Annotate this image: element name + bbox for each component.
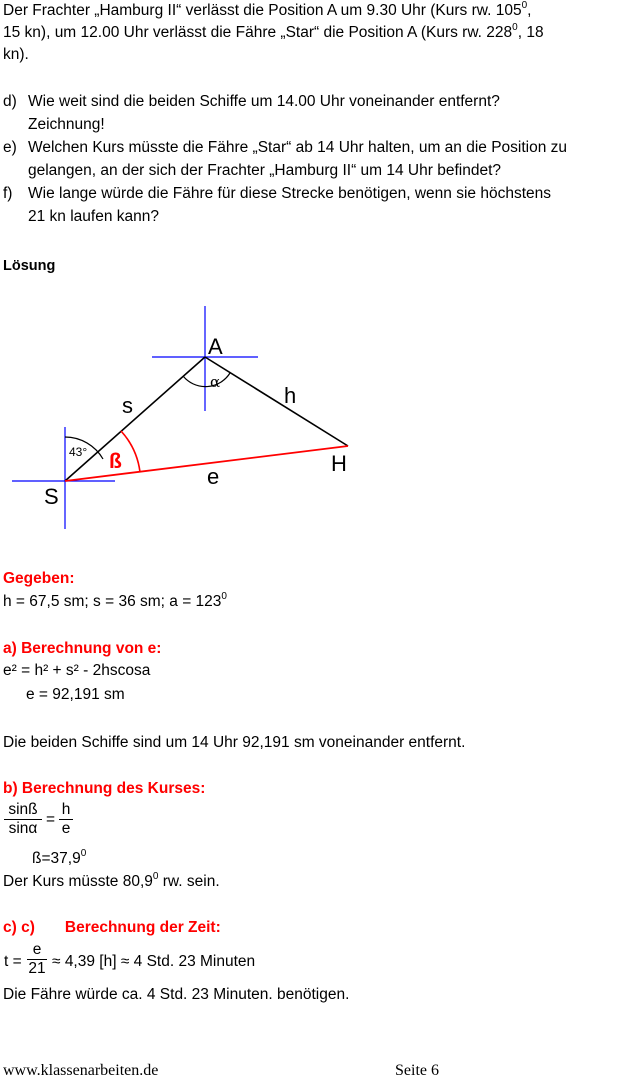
- fraction-he-denominator: e: [59, 819, 73, 838]
- fraction-time-denominator: 21: [28, 960, 46, 977]
- fraction-he: [59, 801, 73, 838]
- label-H: H: [331, 451, 347, 476]
- part-b-heading: b) Berechnung des Kurses:: [3, 780, 206, 797]
- question-e-line-2: gelangen, an der sich der Frachter „Hamburg II“ um 14 Uhr befindet?: [28, 162, 501, 179]
- footer-page: Seite 6: [395, 1062, 439, 1079]
- intro-line-1: Der Frachter „Hamburg II“ verlässt die Position A um 9.30 Uhr (Kurs rw. $105^0$,: [3, 0, 532, 19]
- solution-heading: Lösung: [3, 258, 56, 274]
- fraction-time-numerator: e: [32, 941, 42, 958]
- part-c-heading: c) c) Berechnung der Zeit:: [3, 919, 221, 936]
- question-f: f) Wie lange würde die Fähre für diese Strecke benötigen, wenn sie höchstens: [3, 185, 551, 202]
- label-h: h: [284, 383, 297, 408]
- part-a-formula: e² = h² + s² - 2hscosa: [3, 662, 151, 679]
- part-a-result: e = 92,191 sm: [26, 686, 125, 703]
- label-A: A: [208, 334, 223, 359]
- label-43-degrees: 43°: [69, 445, 88, 459]
- question-d: d) Wie weit sind die beiden Schiffe um 14.00 Uhr voneinander entfernt?: [3, 93, 500, 110]
- label-alpha: α: [210, 373, 221, 391]
- time-result: ≈ 4,39 [h] ≈ 4 Std. 23 Minuten: [52, 953, 256, 970]
- footer-site: www.klassenarbeiten.de: [3, 1062, 159, 1079]
- given-values: h = 67,5 sm; s = 36 sm; $a = 123^0$: [3, 591, 227, 610]
- part-c-sentence: Die Fähre würde ca. 4 Std. 23 Minuten. benötigen.: [3, 986, 350, 1003]
- label-S: S: [44, 484, 59, 509]
- question-f-line-2: 21 kn laufen kann?: [28, 208, 159, 225]
- label-beta: ß: [109, 450, 122, 473]
- equals-sign: =: [46, 811, 56, 828]
- part-b-result: $ß=37,9^0$: [32, 848, 87, 867]
- intro-line-3: kn).: [3, 46, 29, 63]
- given-heading: Gegeben:: [3, 570, 75, 587]
- question-d-line-2: Zeichnung!: [28, 116, 105, 133]
- fraction-time: [27, 941, 47, 978]
- fraction-sin-denominator: sinα: [4, 819, 42, 838]
- fraction-sin-numerator: sinß: [8, 801, 38, 818]
- time-lhs: t =: [4, 953, 22, 970]
- intro-line-2: 15 kn), um 12.00 Uhr verlässt die Fähre „Star“ die Position A (Kurs rw. $228^0$, 18: [3, 22, 544, 41]
- triangle-diagram: [0, 296, 370, 546]
- question-e: e) Welchen Kurs müsste die Fähre „Star“ ab 14 Uhr halten, um an die Position zu: [3, 139, 568, 156]
- fraction-he-numerator: h: [61, 801, 71, 818]
- part-b-sentence: Der Kurs müsste 80,9$^0$ rw. sein.: [3, 871, 220, 890]
- part-a-heading: a) Berechnung von e:: [3, 640, 162, 657]
- fraction-sin: [4, 801, 42, 838]
- label-e: e: [207, 464, 220, 489]
- part-a-sentence: Die beiden Schiffe sind um 14 Uhr 92,191 sm voneinander entfernt.: [3, 734, 466, 751]
- label-s: s: [122, 393, 133, 418]
